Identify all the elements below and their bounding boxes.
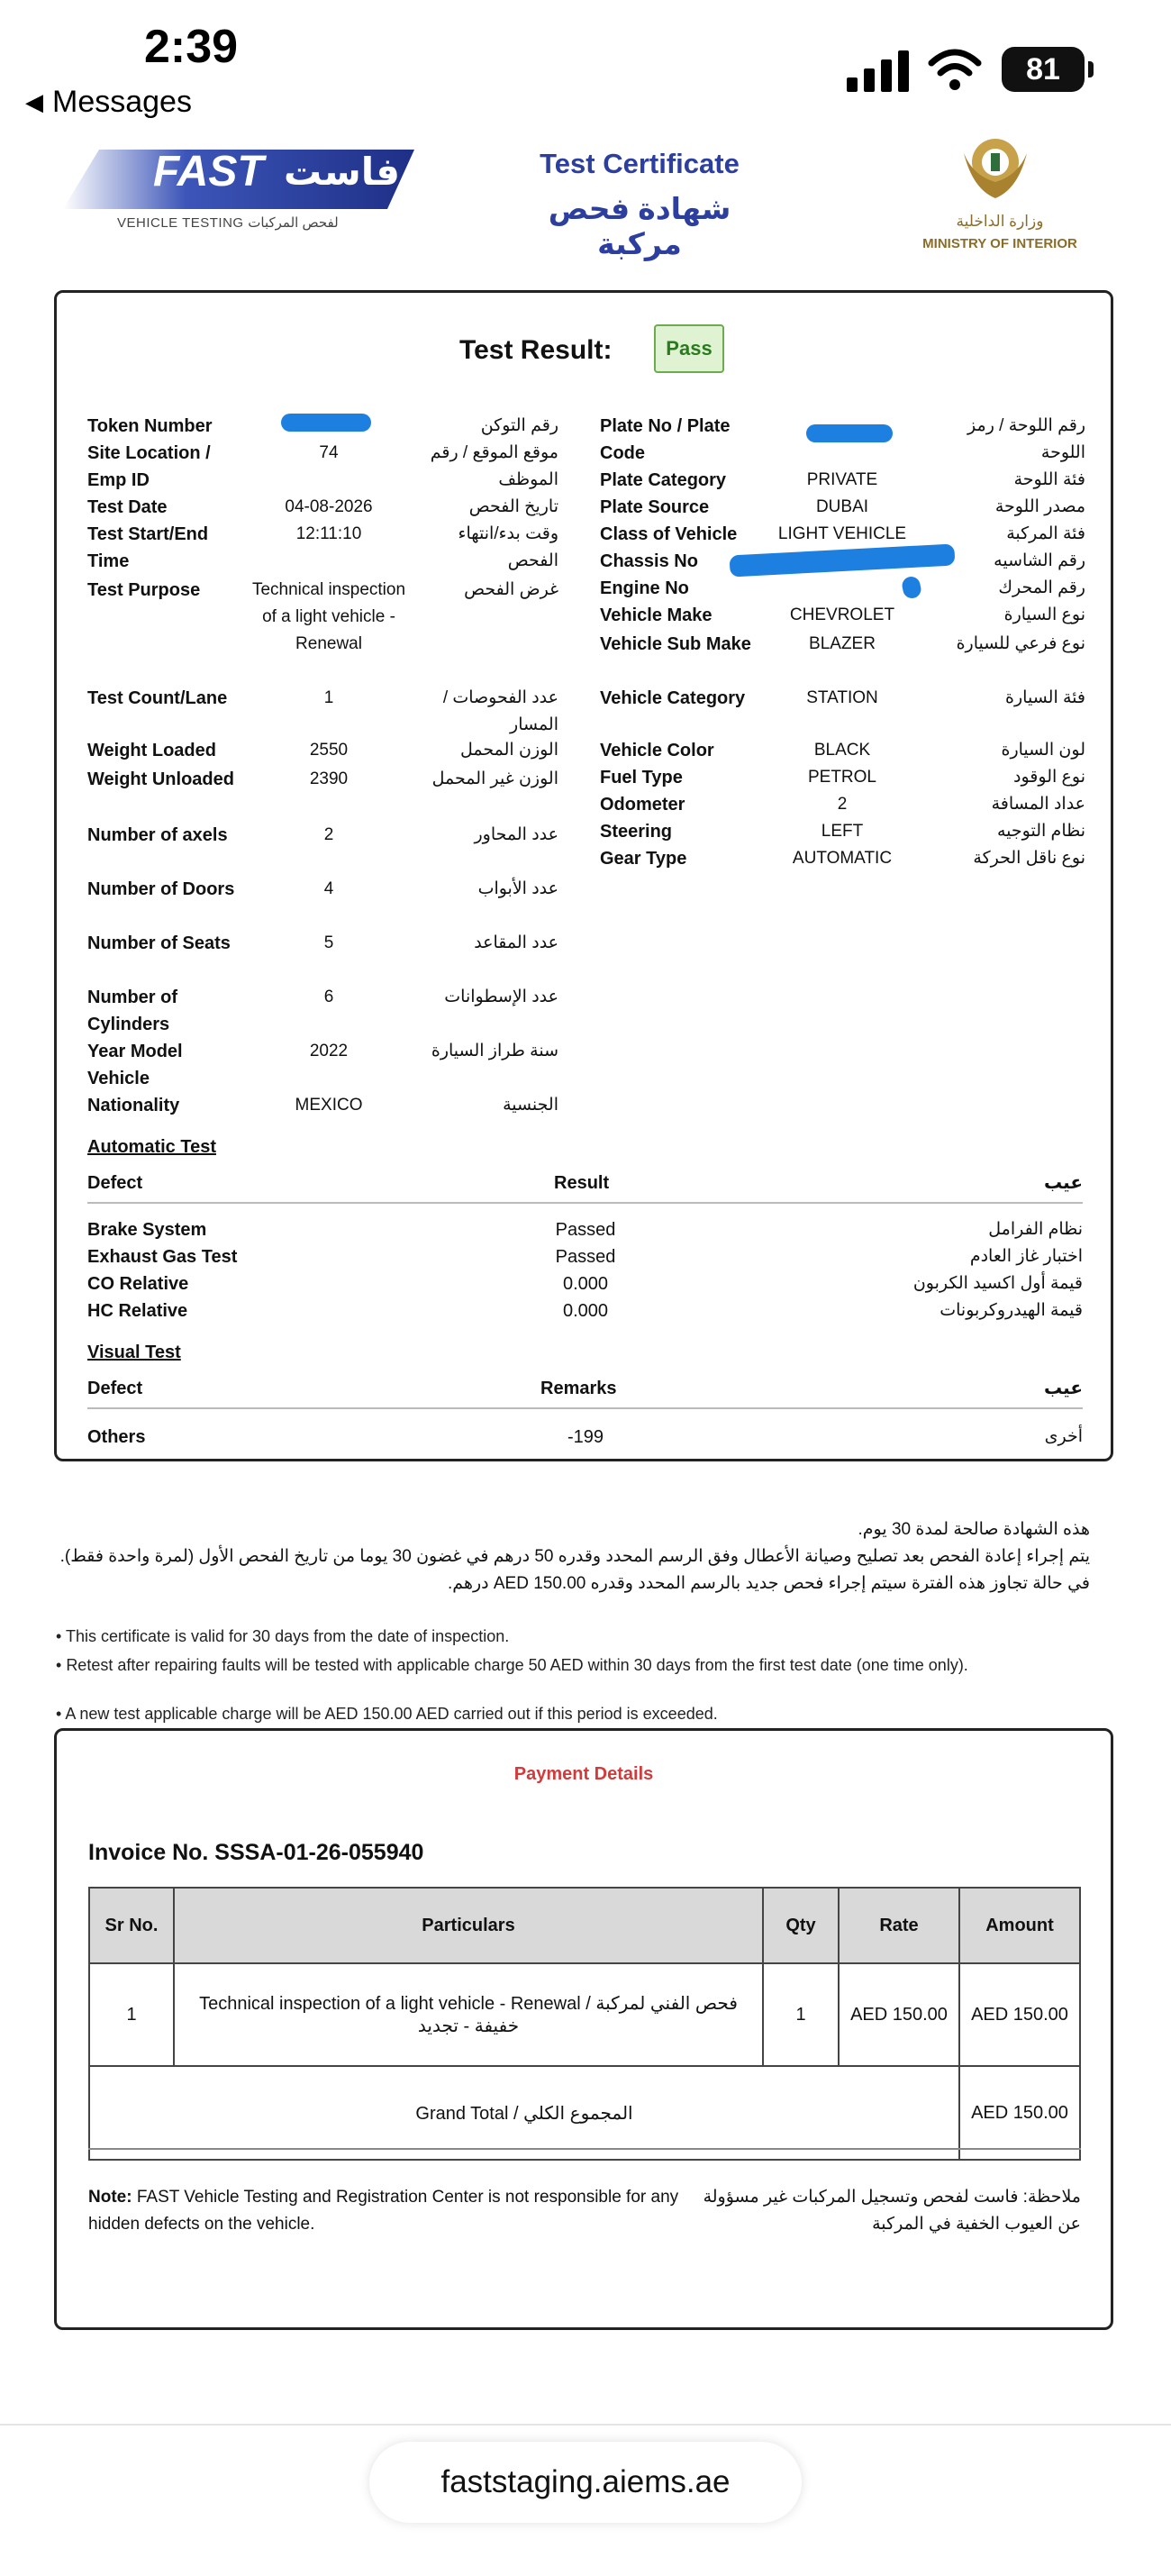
- field-label: Vehicle Sub Make: [600, 634, 751, 654]
- field-label: Vehicle Make: [600, 605, 713, 625]
- field-value: AUTOMATIC: [792, 849, 893, 868]
- item-amount: AED 150.00: [959, 1963, 1080, 2066]
- field-label: Plate Category: [600, 470, 727, 490]
- field-label-ar: نوع الوقود: [1013, 768, 1085, 787]
- redacted-plate: [806, 424, 893, 442]
- col-qty: Qty: [763, 1888, 839, 1963]
- field-label: Test Count/Lane: [87, 688, 228, 708]
- pass-badge: Pass: [654, 324, 724, 373]
- visual-row-ar: أخرى: [1044, 1427, 1083, 1446]
- field-label-ar: لون السيارة: [1001, 741, 1085, 760]
- automatic-defect-header-ar: عيب: [1044, 1173, 1083, 1193]
- auto-row-ar: قيمة أول اكسيد الكربون: [912, 1274, 1083, 1293]
- note-ar-1: هذه الشهادة صالحة لمدة 30 يوم.: [858, 1520, 1090, 1539]
- disclaimer-ar: ملاحظة: فاست لفحص وتسجيل المركبات غير مسؤولة عن العيوب الخفية في المركبة: [703, 2188, 1081, 2234]
- field-value: 74: [319, 443, 339, 462]
- ministry-name-ar: وزارة الداخلية: [956, 213, 1044, 230]
- divider: [87, 1407, 1083, 1409]
- field-value: 12:11:10: [295, 524, 362, 543]
- field-value: 2: [323, 825, 334, 844]
- invoice-item-row: [89, 1963, 1080, 2066]
- fast-subtitle: VEHICLE TESTING لفحص المركبات: [117, 215, 339, 231]
- field-value: CHEVROLET: [789, 605, 895, 624]
- automatic-result-header: Result: [554, 1173, 610, 1193]
- field-label: Odometer: [600, 795, 685, 815]
- field-label: Vehicle Color: [600, 741, 714, 760]
- col-sr: Sr No.: [89, 1888, 174, 1963]
- field-label-ar: عدد المقاعد: [474, 933, 558, 952]
- payment-title: Payment Details: [513, 1764, 654, 1784]
- field-label: Fuel Type: [600, 768, 683, 787]
- note-ar-2: يتم إجراء إعادة الفحص بعد تصليح وصيانة الأعطال وفق الرسم المحدد وقدره 50 درهم في غضون 30 يوما من تاريخ الفحص الأول (لمرة واحدة فقط).: [59, 1547, 1090, 1566]
- visual-row-defect: Others: [87, 1427, 146, 1447]
- item-sr: 1: [89, 1963, 174, 2066]
- field-label: Chassis No: [600, 551, 698, 571]
- field-value: LEFT: [821, 822, 864, 841]
- automatic-defect-header: Defect: [87, 1173, 143, 1193]
- field-value: 04-08-2026: [285, 497, 373, 516]
- auto-row-result: Passed: [555, 1247, 616, 1267]
- address-bar[interactable]: faststaging.aiems.ae: [369, 2442, 802, 2523]
- field-label: Test Date: [87, 497, 168, 517]
- visual-remarks-header: Remarks: [540, 1379, 617, 1398]
- grand-total-label: Grand Total / المجموع الكلي: [89, 2066, 959, 2160]
- field-label: Test Start/End Time: [87, 524, 209, 571]
- invoice-table: [88, 1887, 1081, 2161]
- auto-row-ar: قيمة الهيدروكربونات: [940, 1301, 1083, 1320]
- disclaimer-en: Note: FAST Vehicle Testing and Registration Center is not responsible for any hidden defects on the vehicle.: [88, 2188, 679, 2234]
- field-value: STATION: [806, 688, 878, 707]
- visual-defect-header: Defect: [87, 1379, 143, 1398]
- note-ar-3: في حالة تجاوز هذه الفترة سيتم إجراء فحص جديد بالرسم المحدد وقدره AED 150.00 درهم.: [448, 1574, 1090, 1593]
- field-label-ar: رقم اللوحة / رمز اللوحة: [967, 416, 1085, 462]
- field-label: Number of axels: [87, 825, 228, 845]
- auto-row-result: 0.000: [562, 1301, 609, 1321]
- field-label-ar: عدد الأبواب: [477, 879, 558, 898]
- field-label: Weight Loaded: [87, 741, 216, 760]
- field-label-ar: الوزن غير المحمل: [431, 769, 558, 788]
- item-rate: AED 150.00: [839, 1963, 959, 2066]
- field-value: 4: [323, 879, 334, 898]
- back-arrow-icon: ◀: [25, 88, 43, 115]
- field-value: PRIVATE: [806, 470, 878, 489]
- back-label: Messages: [52, 85, 192, 119]
- status-time: 2:39: [144, 21, 239, 73]
- field-value: BLAZER: [809, 634, 876, 653]
- auto-row-defect: Brake System: [87, 1220, 207, 1240]
- field-value: 1: [323, 688, 334, 707]
- fast-logo-en: FAST: [153, 148, 264, 196]
- item-qty: 1: [763, 1963, 839, 2066]
- auto-row-result: 0.000: [562, 1274, 609, 1294]
- field-label: Gear Type: [600, 849, 687, 869]
- cellular-signal-icon: [847, 50, 910, 92]
- field-value: 2: [837, 795, 848, 814]
- field-value: BLACK: [813, 741, 871, 760]
- wifi-icon: [928, 47, 982, 92]
- field-label-ar: فئة السيارة: [1005, 688, 1085, 707]
- field-label-ar: وقت بدء/انتهاء الفحص: [458, 524, 558, 570]
- divider: [0, 2424, 1171, 2426]
- auto-row-defect: CO Relative: [87, 1274, 189, 1294]
- grand-total-row: [89, 2066, 1080, 2160]
- field-label-ar: رقم الشاسيه: [994, 551, 1085, 570]
- field-label-ar: نظام التوجيه: [997, 822, 1085, 841]
- field-label: Weight Unloaded: [87, 769, 234, 789]
- field-value: MEXICO: [295, 1096, 363, 1115]
- note-en-1: • This certificate is valid for 30 days from the date of inspection.: [56, 1627, 510, 1645]
- field-label: Site Location / Emp ID: [87, 443, 211, 490]
- item-particulars: Technical inspection of a light vehicle - Renewal / فحص الفني لمركبة خفيفة - تجديد: [174, 1963, 763, 2066]
- col-rate: Rate: [839, 1888, 959, 1963]
- redacted-token: [281, 414, 371, 432]
- field-value: DUBAI: [815, 497, 869, 516]
- field-label: Steering: [600, 822, 673, 842]
- field-label: Number of Cylinders: [87, 988, 177, 1034]
- field-value: 5: [323, 933, 334, 952]
- field-label-ar: نوع فرعي للسيارة: [956, 634, 1085, 653]
- field-label-ar: تاريخ الفحص: [468, 497, 558, 516]
- invoice-header-row: [89, 1888, 1080, 1963]
- auto-row-ar: نظام الفرامل: [988, 1220, 1083, 1239]
- back-to-messages[interactable]: [25, 85, 192, 120]
- field-label-ar: الجنسية: [503, 1096, 558, 1115]
- field-label: Plate Source: [600, 497, 710, 517]
- field-label-ar: رقم التوكن: [480, 416, 558, 435]
- field-label-ar: موقع الموقع / رقم الموظف: [430, 443, 558, 489]
- test-result-label: Test Result:: [459, 335, 613, 365]
- ministry-name-en: MINISTRY OF INTERIOR: [922, 236, 1077, 251]
- field-label: Vehicle Category: [600, 688, 746, 708]
- automatic-test-title: Automatic Test: [87, 1137, 216, 1157]
- auto-row-result: Passed: [555, 1220, 616, 1240]
- field-label-ar: عدد الفحوصات / المسار: [442, 688, 558, 734]
- visual-test-title: Visual Test: [87, 1343, 181, 1362]
- field-value: 2390: [309, 769, 349, 788]
- field-label-ar: عدد المحاور: [474, 825, 558, 844]
- col-amount: Amount: [959, 1888, 1080, 1963]
- field-label-ar: نوع ناقل الحركة: [973, 849, 1085, 868]
- field-value: Technical inspection of a light vehicle - Renewal: [251, 580, 406, 653]
- col-particulars: Particulars: [174, 1888, 763, 1963]
- note-en-2: • Retest after repairing faults will be tested with applicable charge 50 AED within 30 days from the first test date (one time only).: [56, 1656, 968, 1674]
- field-label: Plate No / Plate Code: [600, 416, 731, 463]
- field-label-ar: فئة المركبة: [1006, 524, 1085, 543]
- battery-indicator: 81: [1002, 47, 1085, 92]
- divider: [88, 2148, 1081, 2150]
- uae-emblem-icon: [955, 126, 1036, 207]
- field-label: Engine No: [600, 578, 689, 598]
- divider: [87, 1202, 1083, 1204]
- field-label: Year Model Vehicle: [87, 1042, 183, 1088]
- certificate-title-en: Test Certificate: [540, 148, 740, 179]
- field-label-ar: عداد المسافة: [991, 795, 1085, 814]
- field-label-ar: نوع السيارة: [1003, 605, 1085, 624]
- field-label: Number of Seats: [87, 933, 231, 953]
- field-value: LIGHT VEHICLE: [777, 524, 907, 543]
- fast-logo-ar: فاست: [284, 150, 401, 193]
- field-label: Nationality: [87, 1096, 180, 1115]
- field-label-ar: مصدر اللوحة: [994, 497, 1085, 516]
- field-value: 2550: [309, 741, 349, 760]
- field-label: Class of Vehicle: [600, 524, 738, 544]
- grand-total-amount: AED 150.00: [959, 2066, 1080, 2160]
- field-value: 6: [323, 988, 334, 1006]
- visual-defect-header-ar: عيب: [1044, 1379, 1083, 1398]
- certificate-title-ar: شهادة فحص مركبة: [548, 192, 731, 260]
- field-label-ar: عدد الإسطوانات: [444, 988, 558, 1006]
- note-en-3: • A new test applicable charge will be AED 150.00 AED carried out if this period is exceeded.: [56, 1705, 718, 1723]
- field-value: 2022: [309, 1042, 349, 1060]
- field-label: Number of Doors: [87, 879, 235, 899]
- field-label-ar: الوزن المحمل: [460, 741, 558, 760]
- field-label-ar: رقم المحرك: [998, 578, 1085, 597]
- field-label-ar: سنة طراز السيارة: [431, 1042, 558, 1060]
- field-label: Token Number: [87, 416, 213, 436]
- field-label: Test Purpose: [87, 580, 201, 600]
- field-label-ar: فئة اللوحة: [1013, 470, 1085, 489]
- field-label-ar: غرض الفحص: [464, 580, 558, 599]
- auto-row-defect: Exhaust Gas Test: [87, 1247, 238, 1267]
- auto-row-ar: اختبار غاز العادم: [969, 1247, 1083, 1266]
- field-value: PETROL: [807, 768, 877, 787]
- auto-row-defect: HC Relative: [87, 1301, 188, 1321]
- invoice-number: Invoice No. SSSA-01-26-055940: [88, 1840, 424, 1865]
- visual-row-remarks: -199: [567, 1427, 604, 1447]
